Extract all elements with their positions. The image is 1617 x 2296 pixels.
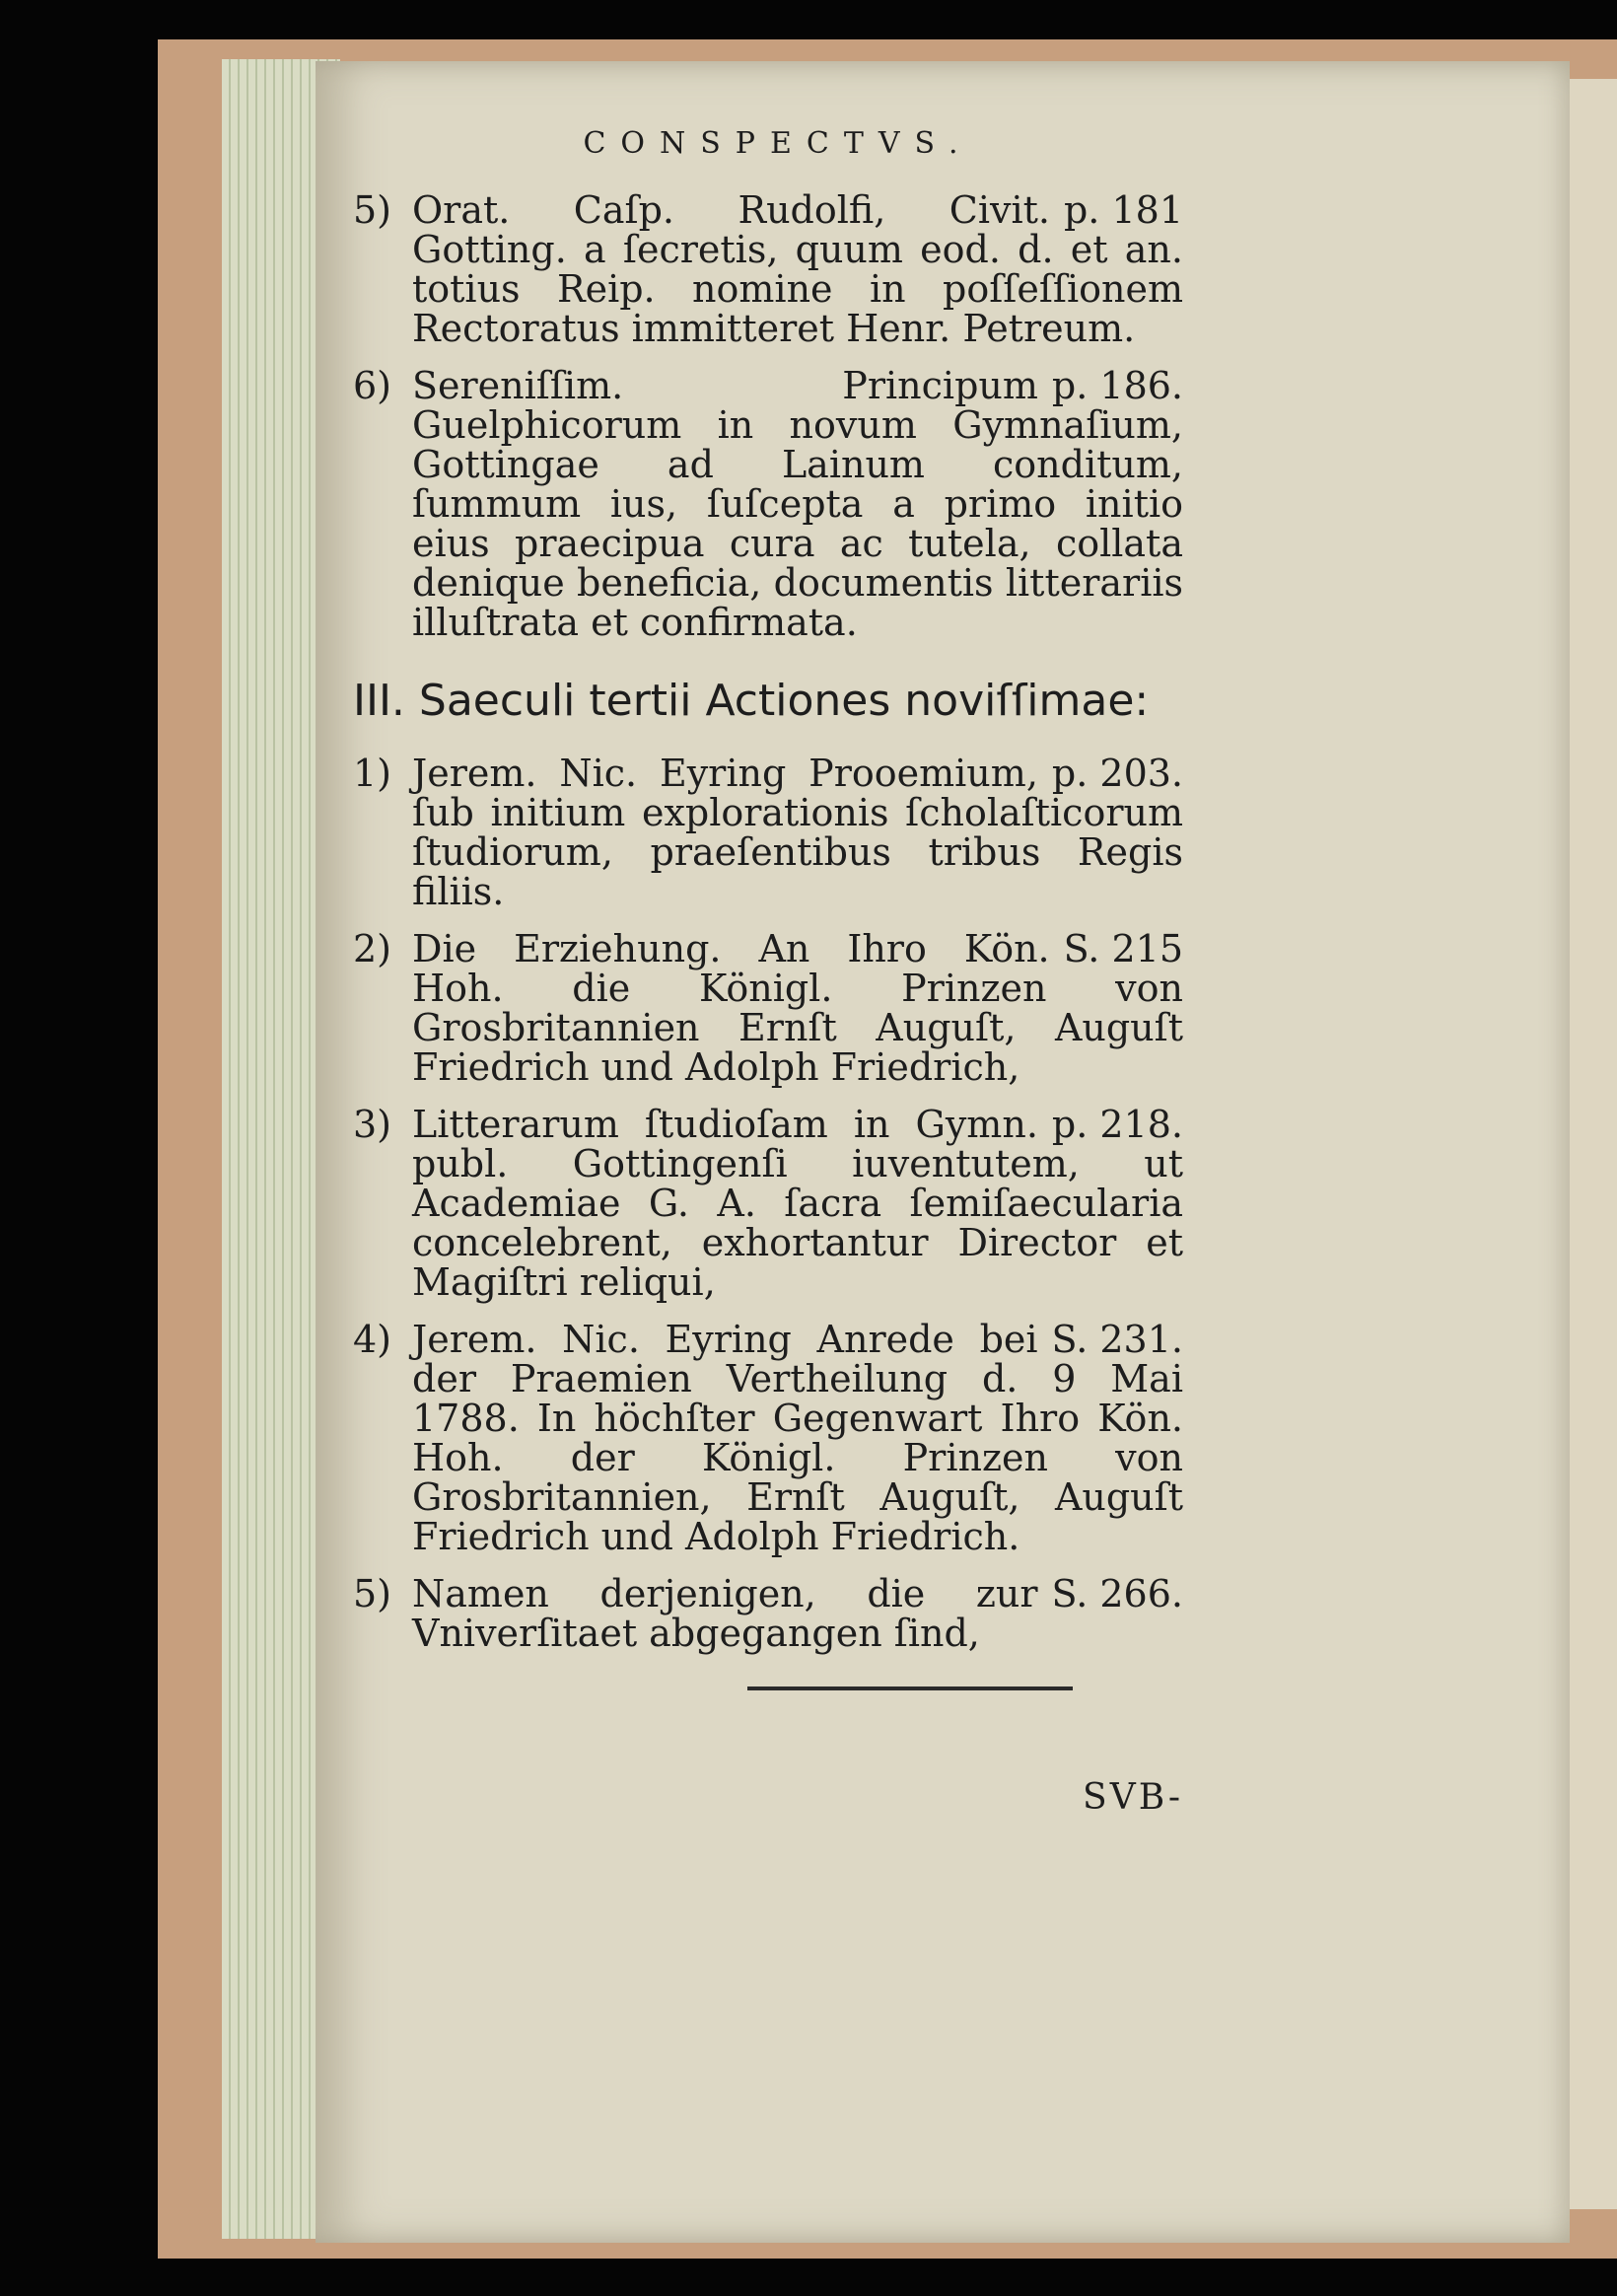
entry-number: 2): [353, 927, 392, 970]
entry-text: Jerem. Nic. Eyring Prooemium, ſub initium explorationis ſcholaſticorum ſtudiorum, praeſentibus tribus Regis filiis.: [412, 752, 1183, 913]
entry-number: 4): [353, 1318, 392, 1361]
entry-text: Litterarum ſtudioſam in Gymn. publ. Gottingenſi iuventutem, ut Academiae G. A. ſacra ſemiſaecularia concelebrent, exhortantur Director et Magiſtri reliqui,: [412, 1103, 1183, 1304]
entry-text: Namen derjenigen, die zur Vniverſitaet abgegangen ſind,: [412, 1572, 1038, 1655]
toc-entry: [353, 190, 1183, 348]
entry-text: Sereniſſim. Principum Guelphicorum in novum Gymnaſium, Gottingae ad Lainum conditum, ſummum ius, ſuſcepta a primo initio eius praecipua cura ac tutela, collata denique beneficia, documentis litterariis illuſtrata et confirmata.: [412, 364, 1183, 644]
catchword: SVB-: [1083, 1777, 1183, 1818]
facing-page-edge: [1563, 79, 1617, 2209]
section-heading: III. Saeculi tertii Actiones noviſſimae:: [353, 676, 1150, 726]
toc-entry: [353, 366, 1183, 642]
entry-page: S. 231.: [1051, 1318, 1183, 1361]
entry-number: 3): [353, 1103, 392, 1146]
entry-text: Die Erziehung. An Ihro Kön. Hoh. die Königl. Prinzen von Grosbritannien Ernſt Auguſt, Auguſt Friedrich und Adolph Friedrich,: [412, 927, 1183, 1089]
running-head: CONSPECTVS.: [583, 126, 973, 161]
entry-page: p. 203.: [1051, 752, 1183, 795]
toc-entry: [353, 929, 1183, 1087]
entry-page: p. 218.: [1051, 1103, 1183, 1146]
entry-text: Jerem. Nic. Eyring Anrede bei der Praemien Vertheilung d. 9 Mai 1788. In höchſter Gegenwart Ihro Kön. Hoh. der Königl. Prinzen von Grosbritannien, Ernſt Auguſt, Auguſt Friedrich und Adolph Friedrich.: [412, 1318, 1183, 1558]
toc-entry: [353, 753, 1183, 911]
page-text: [353, 126, 1183, 1818]
entry-number: 5): [353, 188, 392, 232]
entry-page: p. 181: [1063, 188, 1183, 232]
divider-rule: [747, 1686, 1073, 1690]
entry-number: 1): [353, 752, 392, 795]
entry-page: S. 266.: [1051, 1572, 1183, 1615]
toc-entry: [353, 1105, 1183, 1302]
entry-number: 6): [353, 364, 392, 407]
entry-text: Orat. Caſp. Rudolfi, Civit. Gotting. a ſecretis, quum eod. d. et an. totius Reip. nomine in poſſeſſionem Rectoratus immitteret Henr. Petreum.: [412, 188, 1183, 350]
toc-entry: [353, 1574, 1183, 1653]
entry-page: p. 186.: [1051, 364, 1183, 407]
entry-number: 5): [353, 1572, 392, 1615]
entry-page: S. 215: [1063, 927, 1183, 970]
toc-entry: [353, 1320, 1183, 1556]
